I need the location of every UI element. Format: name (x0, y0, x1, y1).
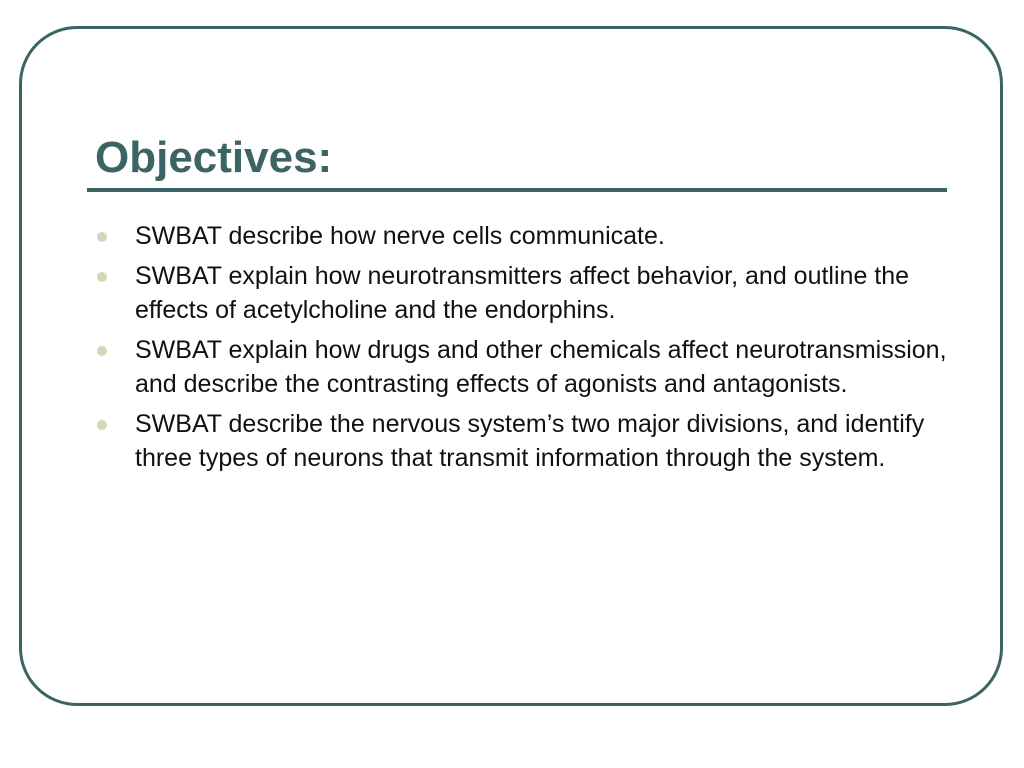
list-item-text: SWBAT explain how drugs and other chemicals affect neurotransmission, and describe the contrasting effects of agonists and antagonists. (135, 336, 947, 398)
objectives-list (97, 219, 957, 481)
slide-title: Objectives: (95, 133, 333, 182)
list-item (97, 407, 957, 475)
list-item (97, 333, 957, 401)
bullet-dot-icon (97, 232, 107, 242)
bullet-dot-icon (97, 272, 107, 282)
bullet-dot-icon (97, 420, 107, 430)
list-item (97, 259, 957, 327)
list-item-text: SWBAT explain how neurotransmitters affect behavior, and outline the effects of acetylcholine and the endorphins. (135, 262, 910, 324)
list-item (97, 219, 957, 253)
bullet-dot-icon (97, 346, 107, 356)
list-item-text: SWBAT describe the nervous system’s two major divisions, and identify three types of neurons that transmit information through the system. (135, 410, 925, 472)
title-divider (87, 188, 947, 192)
list-item-text: SWBAT describe how nerve cells communicate. (135, 222, 665, 250)
